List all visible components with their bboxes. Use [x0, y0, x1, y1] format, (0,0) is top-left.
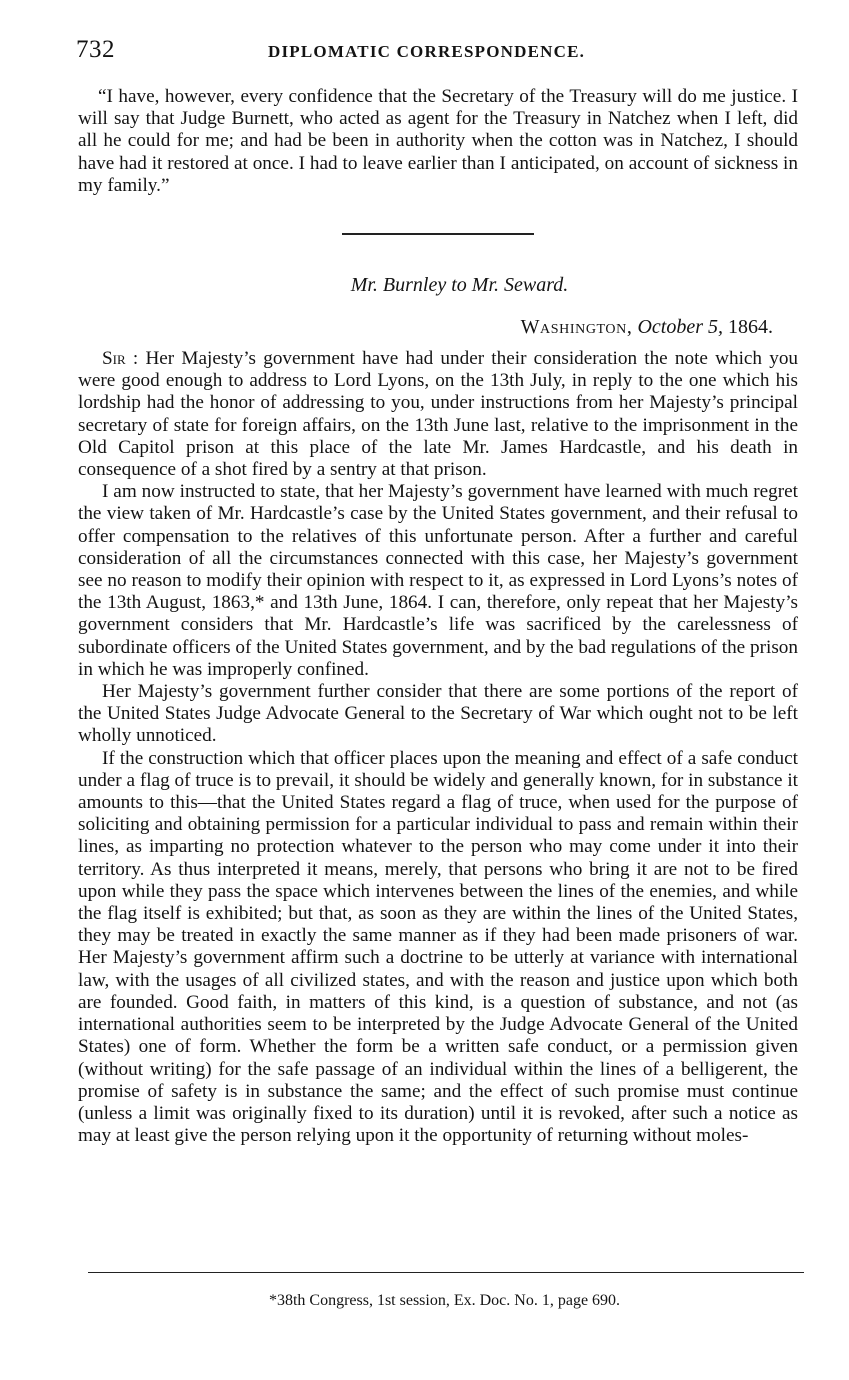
quote-paragraph: “I have, however, every confidence that the Secretary of the Treasury will do me justice. I will say that Judge Burnett, who acted as agent for the Treasury in Natchez when I left, did all he could for me; and had be been in authority when the cotton was in Natchez, I should have had it restored at once. I had to leave earlier than I anticipated, on account of sickness in my family.”: [78, 86, 798, 196]
section-divider: [342, 233, 534, 235]
letter-paragraph: If the construction which that officer places upon the meaning and effect of a safe conduct under a flag of truce is to prevail, it should be widely and generally known, for in substance it amounts to this—that the United States regard a flag of truce, when used for the purpose of soliciting and obtaining permission for a particular individual to pass and remain within their lines, as imparting no protection whatever to the person who may come under it into their territory. As thus interpreted it means, merely, that persons who bring it are not to be fired upon while they pass the space which intervenes between the lines of the enemies, and while the flag itself is exhibited; but that, as soon as they are within the lines of the United States, they may be treated in exactly the same manner as if they had been made prisoners of war. Her Majesty’s government affirm such a doctrine to be utterly at variance with international law, with the usages of all civilized states, and with the reason and justice upon which both are founded. Good faith, in matters of this kind, is a question of substance, and not (as international authorities seem to be interpreted by the Judge Advocate General of the United States) one of form. Whether the form be a written safe conduct, or a permission given (without writing) for the safe passage of an individual within the lines of a belligerent, the promise of safety is in substance the same; and the effect of such promise must continue (unless a limit was originally fixed to its duration) until it is revoked, after such a notice as may at least give the person relying upon it the opportunity of returning without moles-: [78, 747, 798, 1147]
dateline-city: Washington,: [520, 316, 633, 338]
dateline: [521, 316, 773, 339]
running-head: DIPLOMATIC CORRESPONDENCE.: [268, 42, 586, 61]
dateline-year: 1864.: [728, 316, 773, 338]
page-header: [76, 36, 800, 66]
paragraph-text: Her Majesty’s government have had under their consideration the note which you were good enough to address to Lord Lyons, on the 13th July, in reply to the one which his lordship had the honor of addressing to you, under instructions from her Majesty’s principal secretary of state for foreign affairs, on the 13th June last, relative to the imprisonment in the Old Capitol prison at this place of the late Mr. James Hardcastle, and his death in consequence of a shot fired by a sentry at that prison.: [78, 348, 799, 481]
letter-paragraph: Her Majesty’s government further consider that there are some portions of the report of the United States Judge Advocate General to the Secretary of War which ought not to be left wholly unnoticed.: [78, 681, 798, 747]
quoted-passage: [78, 86, 798, 197]
letter-body: [78, 348, 798, 1147]
letter-paragraph: I am now instructed to state, that her Majesty’s government have learned with much regret the view taken of Mr. Hardcastle’s case by the United States government, and their refusal to offer compensation to the relatives of this unfortunate person. After a further and careful consideration of all the circumstances connected with this case, her Majesty’s government see no reason to modify their opinion with respect to it, as expressed in Lord Lyons’s notes of the 13th August, 1863,* and 13th June, 1864. I can, therefore, only repeat that her Majesty’s government considers that Mr. Hardcastle’s life was sacrificed by the carelessness of subordinate officers of the United States government, and by the bad regulations of the prison in which he was improperly confined.: [78, 481, 798, 680]
salutation: Sir :: [102, 348, 139, 369]
letter-paragraph: [78, 348, 798, 481]
page-number: 732: [76, 36, 115, 63]
footnote: *38th Congress, 1st session, Ex. Doc. No. 1, page 690.: [268, 1292, 621, 1309]
letter-title: Mr. Burnley to Mr. Seward.: [350, 274, 569, 296]
footnote-divider: [88, 1272, 804, 1273]
dateline-month-day: October 5,: [637, 316, 723, 338]
